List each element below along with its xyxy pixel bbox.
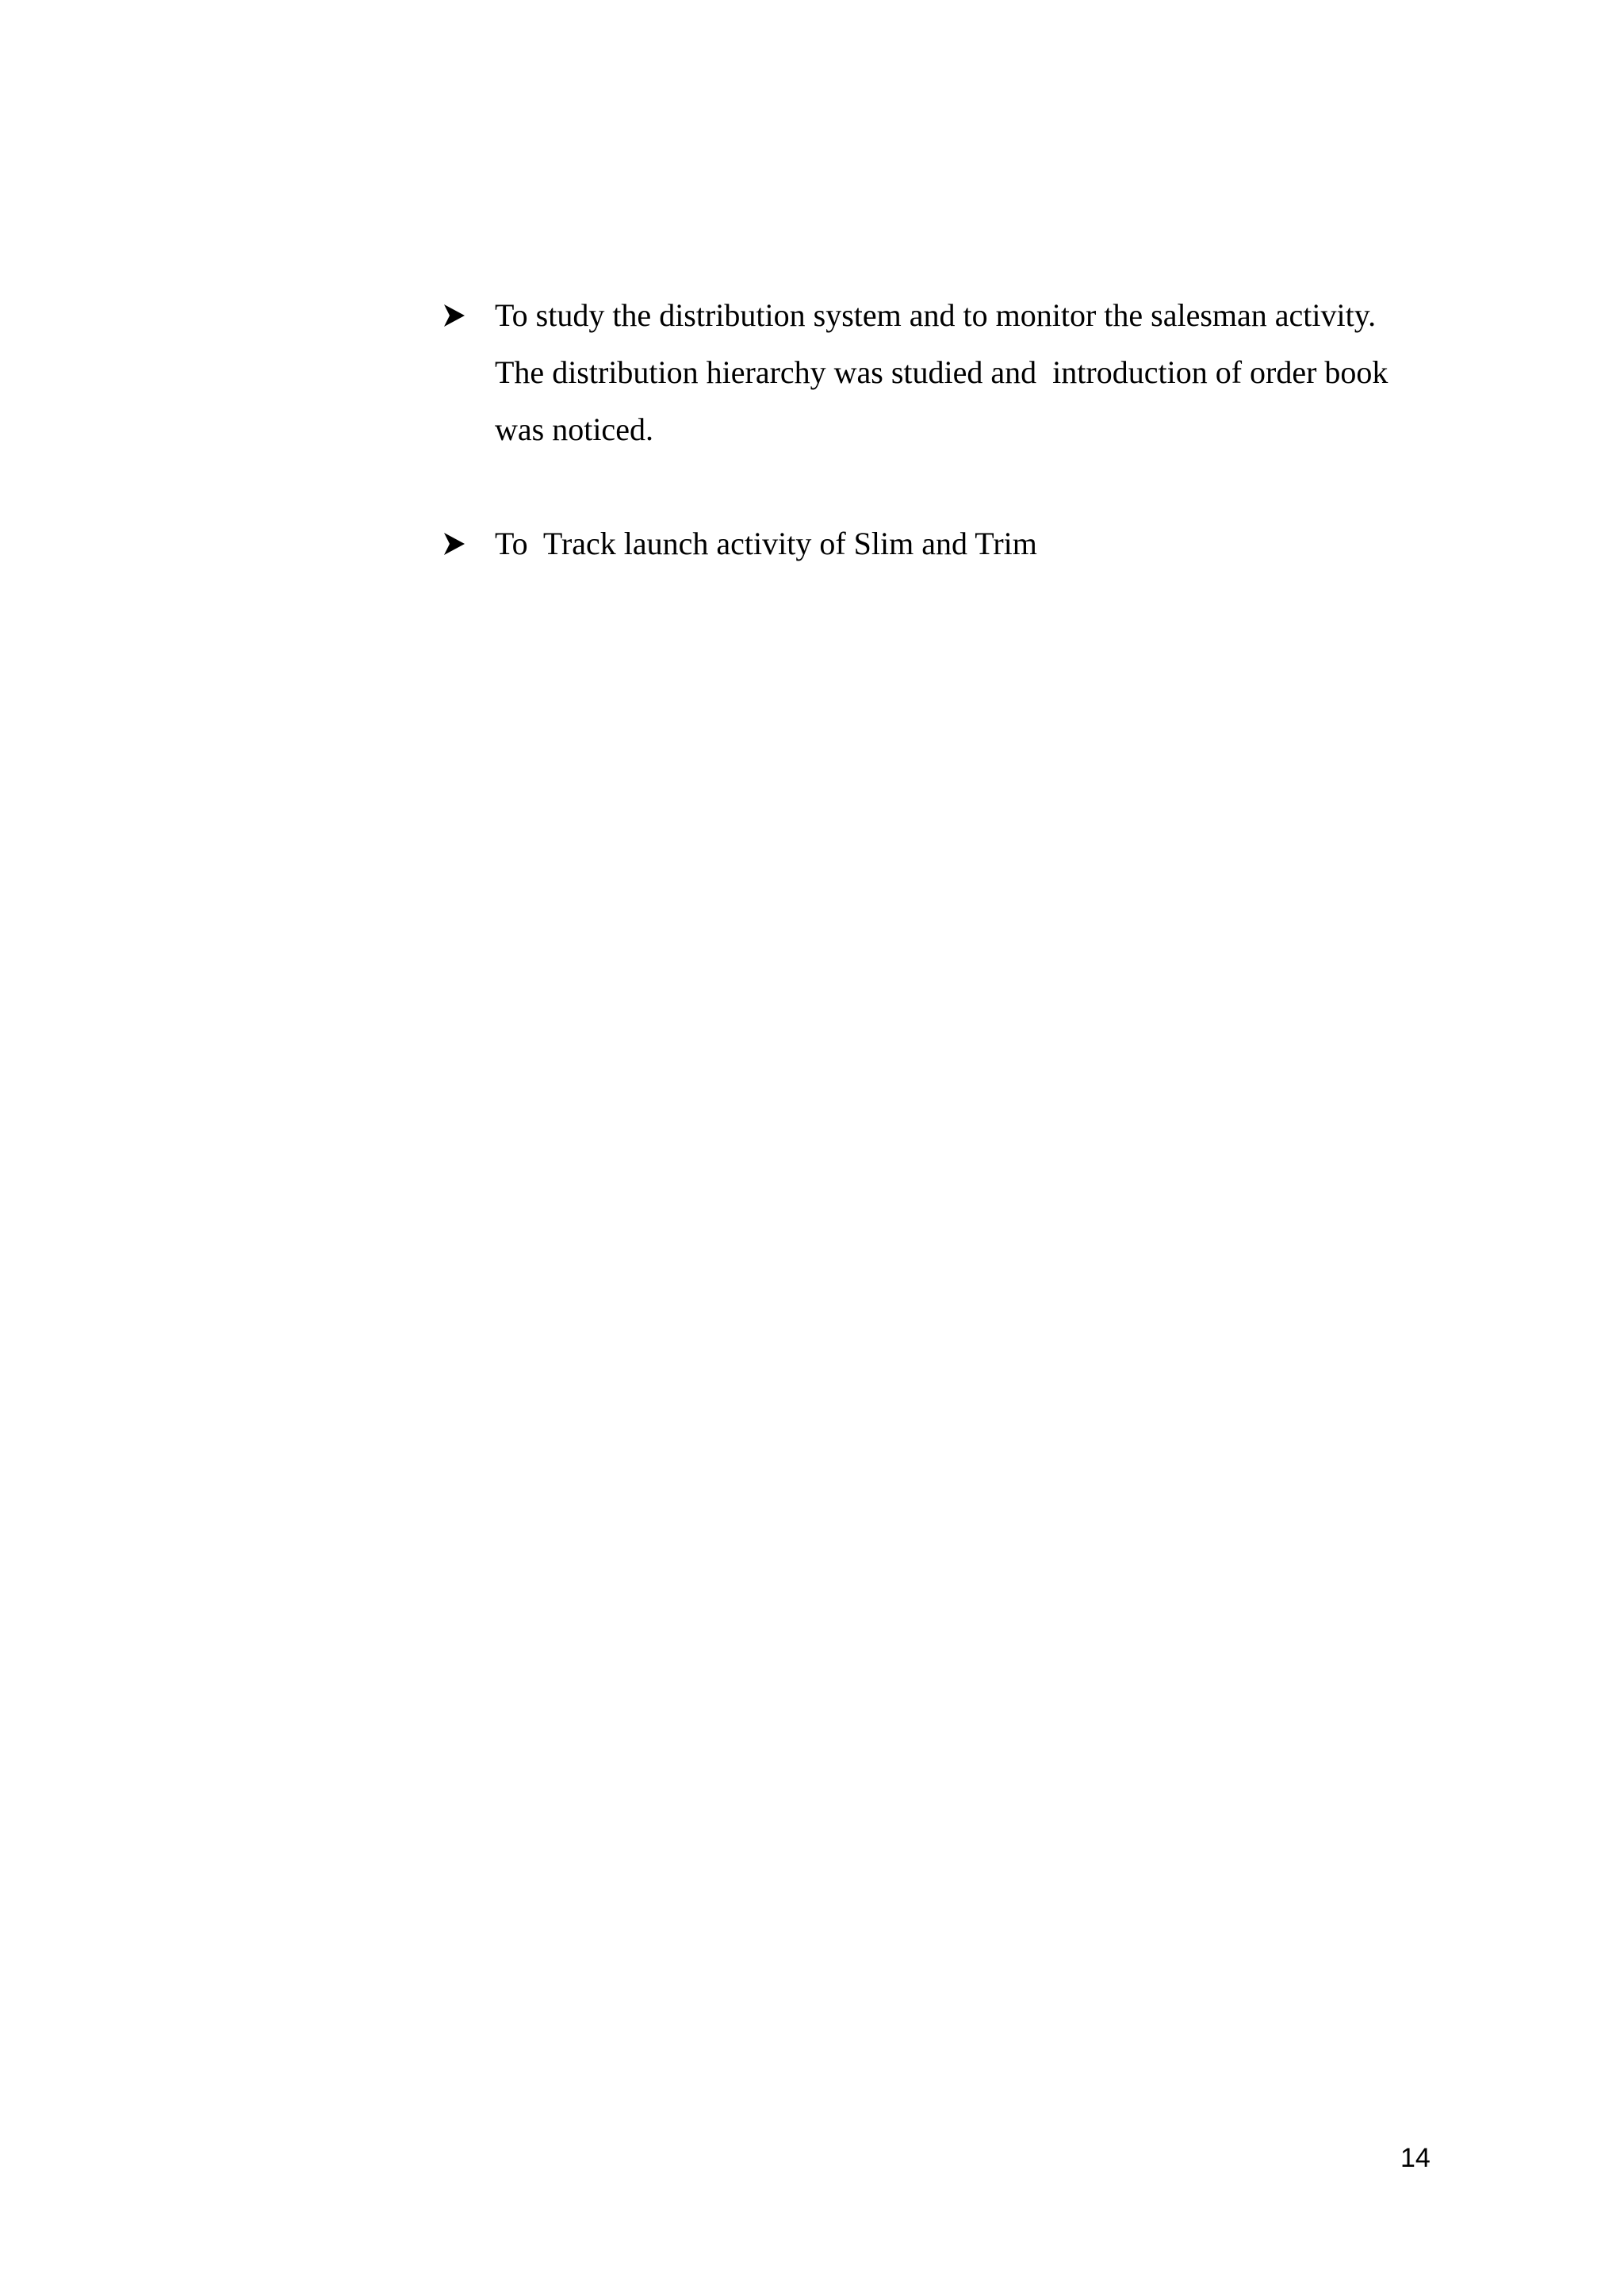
bullet-item [444,515,1459,572]
bullet-line: To Track launch activity of Slim and Trim [495,526,1037,561]
bullet-line: was noticed. [495,411,653,447]
bullet-item [444,287,1459,458]
bullet-list [444,287,1459,572]
page-number: 14 [1400,2143,1431,2173]
arrowhead-bullet-icon [444,287,476,344]
arrowhead-bullet-icon [444,515,476,572]
bullet-line: The distribution hierarchy was studied and introduction of order book [495,354,1388,390]
bullet-line: To study the distribution system and to monitor the salesman activity. [495,297,1377,333]
